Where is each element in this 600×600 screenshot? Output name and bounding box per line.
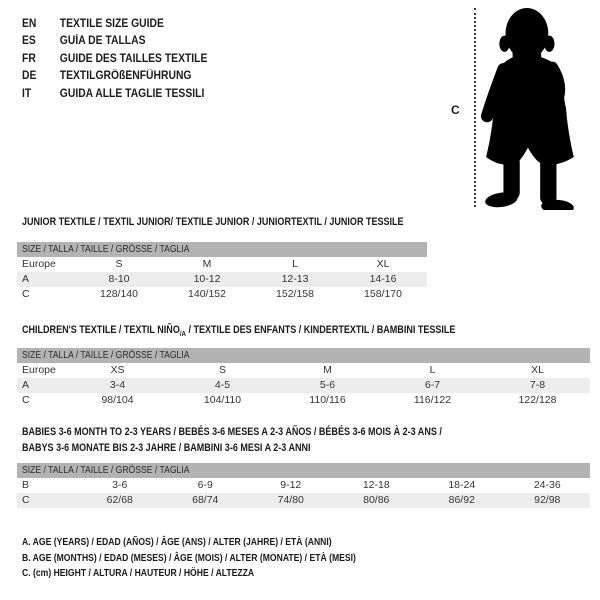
row-label: C: [22, 394, 30, 406]
junior-textile-title: JUNIOR TEXTILE / TEXTIL JUNIOR/ TEXTILE JUNIOR / JUNIORTEXTIL / JUNIOR TESSILE: [22, 216, 404, 228]
table-cell: 122/128: [518, 394, 557, 406]
table-cell: 8-10: [108, 273, 130, 285]
children-size-table: [17, 348, 590, 408]
row-label: A: [22, 273, 30, 285]
table-cell: S: [218, 364, 226, 376]
lang-label: GUÍA DE TALLAS: [59, 35, 146, 48]
lang-row-it: [22, 85, 207, 103]
table-cell: XL: [376, 258, 390, 270]
table-row: [17, 378, 590, 393]
lang-label: TEXTILGRÖßENFÜHRUNG: [59, 70, 192, 83]
table-cell: 98/104: [101, 394, 134, 406]
size-header-bar: SIZE / TALLA / TAILLE / GRÖSSE / TAGLIA: [17, 242, 427, 257]
table-cell: 4-5: [214, 379, 231, 391]
table-row: [17, 287, 427, 302]
lang-row-fr: [22, 50, 207, 68]
lang-label: GUIDE DES TAILLES TEXTILE: [59, 52, 208, 65]
children-textile-title: [22, 324, 551, 340]
table-row: [17, 257, 427, 272]
title-line-1: BABIES 3-6 MONTH TO 2-3 YEARS / BEBÉS 3-6 MESES A 2-3 AÑOS / BÉBÉS 3-6 MOIS À 2-3 ANS /: [22, 426, 442, 438]
baby-silhouette-icon: [481, 6, 583, 210]
height-measure-label: C: [451, 103, 460, 117]
table-row: [17, 363, 590, 378]
table-cell: 18-24: [448, 479, 476, 491]
table-cell: 12-18: [362, 479, 390, 491]
table-cell: 116/122: [413, 394, 452, 406]
table-row: [17, 478, 590, 493]
row-label: Europe: [22, 258, 56, 270]
table-row: [17, 272, 427, 287]
footnote-a: A. AGE (YEARS) / EDAD (AÑOS) / ÂGE (ANS) / ALTER (JAHRE) / ETÀ (ANNI): [22, 536, 332, 548]
lang-code: FR: [22, 52, 36, 65]
table-cell: XS: [110, 364, 125, 376]
row-label: B: [22, 479, 30, 491]
footnote-c: C. (cm) HEIGHT / ALTURA / HAUTEUR / HÖHE / ALTEZZA: [22, 567, 255, 579]
language-list: [22, 15, 228, 103]
table-cell: S: [115, 258, 123, 270]
title-line-2: BABYS 3-6 MONATE BIS 2-3 JAHRE / BAMBINI 3-6 MESI A 2-3 ANNI: [22, 442, 311, 454]
table-cell: 86/92: [448, 494, 475, 506]
lang-code: EN: [22, 17, 37, 30]
table-cell: 14-16: [369, 273, 397, 285]
table-cell: M: [202, 258, 212, 270]
lang-code: IT: [22, 87, 32, 100]
lang-label: GUIDA ALLE TAGLIE TESSILI: [59, 87, 205, 100]
table-cell: 12-13: [281, 273, 309, 285]
row-label: Europe: [22, 364, 56, 376]
table-cell: 80/86: [363, 494, 390, 506]
table-cell: 62/68: [106, 494, 133, 506]
table-cell: 68/74: [192, 494, 219, 506]
table-cell: M: [323, 364, 332, 376]
table-cell: 158/170: [364, 288, 402, 300]
row-label: A: [22, 379, 30, 391]
table-cell: 6-7: [424, 379, 441, 391]
row-label: C: [22, 288, 30, 300]
size-header-bar: SIZE / TALLA / TAILLE / GRÖSSE / TAGLIA: [17, 463, 590, 478]
lang-code: ES: [22, 35, 36, 48]
table-row: [17, 393, 590, 408]
table-cell: 24-36: [533, 479, 561, 491]
table-row: [17, 493, 590, 508]
table-cell: 152/158: [276, 288, 314, 300]
table-cell: 7-8: [529, 379, 546, 391]
table-cell: 3-6: [112, 479, 128, 491]
table-cell: 140/152: [188, 288, 226, 300]
title-text: CHILDREN'S TEXTILE / TEXTIL NIÑO: [22, 324, 180, 336]
babies-size-table: [17, 463, 590, 508]
lang-row-es: [22, 33, 207, 51]
babies-textile-title: [22, 426, 534, 455]
table-cell: 9-12: [280, 479, 302, 491]
table-cell: 10-12: [193, 273, 221, 285]
table-cell: 5-6: [319, 379, 336, 391]
table-cell: 110/116: [309, 394, 346, 406]
lang-code: DE: [22, 70, 37, 83]
height-measure-dotted-line: [474, 8, 476, 207]
table-cell: L: [429, 364, 436, 376]
table-cell: 128/140: [100, 288, 138, 300]
footnote-b: B. AGE (MONTHS) / EDAD (MESES) / ÂGE (MOIS) / ALTER (MONATE) / ETÀ (MESI): [22, 551, 356, 564]
lang-label: TEXTILE SIZE GUIDE: [59, 17, 164, 30]
title-subscript: /A: [179, 329, 186, 339]
size-header-bar: SIZE / TALLA / TAILLE / GRÖSSE / TAGLIA: [17, 348, 590, 363]
table-cell: XL: [531, 364, 544, 376]
junior-size-table: [17, 242, 427, 302]
table-cell: 104/110: [203, 394, 242, 406]
table-cell: 92/98: [534, 494, 561, 506]
table-cell: 6-9: [197, 479, 213, 491]
table-cell: 3-4: [109, 379, 126, 391]
table-cell: L: [292, 258, 298, 270]
lang-row-en: [22, 15, 207, 33]
footnotes: [22, 536, 429, 583]
row-label: C: [22, 494, 30, 506]
title-text: / TEXTILE DES ENFANTS / KINDERTEXTIL / BAMBINI TESSILE: [185, 324, 456, 336]
lang-row-de: [22, 68, 207, 86]
table-cell: 74/80: [277, 494, 304, 506]
